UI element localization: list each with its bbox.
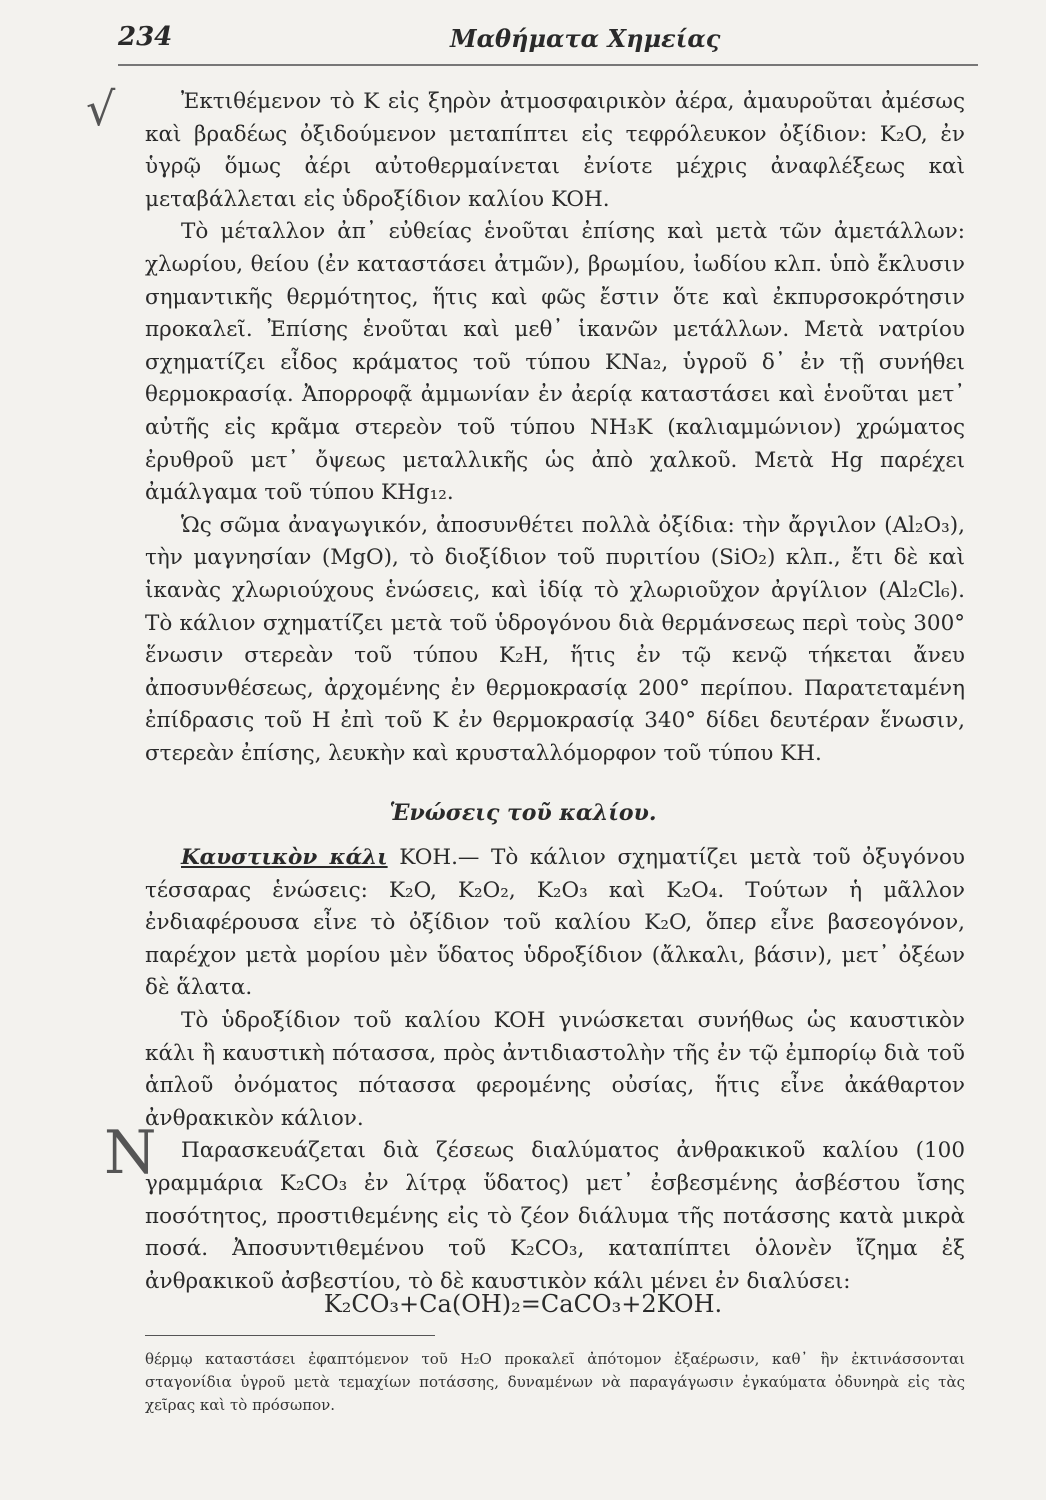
running-title: Μαθήματα Χημείας bbox=[450, 24, 721, 53]
page-number: 234 bbox=[118, 22, 173, 52]
body-text bbox=[145, 86, 965, 770]
footnote: θέρμῳ καταστάσει ἐφαπτόμενον τοῦ H₂O προκαλεῖ ἀπότομον ἐξαέρωσιν, καθ᾽ ἣν ἐκτινάσσονται σταγονίδια ὑγροῦ μετὰ τεμαχίων ποτάσσης, δυναμένων νὰ παραγάγωσιν ἐγκαύματα ὀδυνηρὰ εἰς τὰς χεῖρας καὶ τὸ πρόσωπον. bbox=[145, 1350, 965, 1414]
section-body bbox=[145, 842, 965, 1298]
paragraph-exposure: Ἐκτιθέμενον τὸ K εἰς ξηρὸν ἀτμοσφαιρικὸν ἀέρα, ἀμαυροῦται ἀμέσως καὶ βραδέως ὀξιδούμενον μεταπίπτει εἰς τεφρόλευκον ὀξίδιον: K₂O, ἐν ὑγρῷ ὅμως ἀέρι αὐτοθερμαίνεται ἐνίοτε μέχρις ἀναφλέξεως καὶ μεταβάλλεται εἰς ὑδροξίδιον καλίου KOH. bbox=[145, 89, 965, 212]
paragraph-hydroxide: Τὸ ὑδροξίδιον τοῦ καλίου KOH γινώσκεται συνήθως ὡς καυστικὸν κάλι ἢ καυστικὴ πότασσα, πρὸς ἀντιδιαστολὴν τῆς ἐν τῷ ἐμπορίῳ διὰ τοῦ ἁπλοῦ ὀνόματος πότασσα φερομένης οὐσίας, ἥτις εἶνε ἀκάθαρτον ἀνθρακικὸν κάλιον. bbox=[145, 1007, 965, 1131]
pencil-check-mark-icon: √ bbox=[86, 82, 116, 136]
paragraph-caustic-potash bbox=[145, 842, 965, 1005]
paragraph-reducing-agent: Ὡς σῶμα ἀναγωγικόν, ἀποσυνθέτει πολλὰ ὀξίδια: τὴν ἄργιλον (Al₂O₃), τὴν μαγνησίαν (MgO), τὸ διοξίδιον τοῦ πυριτίου (SiO₂) κλπ., ἔτι δὲ καὶ ἱκανὰς χλωριούχους ἑνώσεις, καὶ ἰδίᾳ τὸ χλωριοῦχον ἀργίλιον (Al₂Cl₆). Τὸ κάλιον σχηματίζει μετὰ τοῦ ὑδρογόνου διὰ θερμάνσεως περὶ τοὺς 300° ἕνωσιν στερεὰν τοῦ τύπου K₂H, ἥτις ἐν τῷ κενῷ τήκεται ἄνευ ἀποσυνθέσεως, ἀρχομένης ἐν θερμοκρασίᾳ 200° περίπου. Παρατεταμένη ἐπίδρασις τοῦ H ἐπὶ τοῦ K ἐν θερμοκρασίᾳ 340° δίδει δευτέραν ἕνωσιν, στερεὰν ἐπίσης, λευκὴν καὶ κρυσταλλόμορφον τοῦ τύπου KH. bbox=[145, 512, 965, 766]
footnote-divider bbox=[145, 1335, 435, 1336]
paragraph-caustic-text: KOH.— Τὸ κάλιον σχηματίζει μετὰ τοῦ ὀξυγόνου τέσσαρας ἑνώσεις: K₂O, K₂O₂, K₂O₃ καὶ K₂O₄. Τούτων ἡ μᾶλλον ἐνδιαφέρουσα εἶνε τὸ ὀξίδιον τοῦ καλίου K₂O, ὅπερ εἶνε βασεογόνον, παρέχον μετὰ μορίου μὲν ὕδατος ὑδροξίδιον (ἄλκαλι, βάσιν), μετ᾽ ὀξέων δὲ ἅλατα. bbox=[145, 845, 965, 1001]
paragraph-nonmetals: Τὸ μέταλλον ἀπ᾽ εὐθείας ἑνοῦται ἐπίσης καὶ μετὰ τῶν ἀμετάλλων: χλωρίου, θείου (ἐν καταστάσει ἀτμῶν), βρωμίου, ἰωδίου κλπ. ὑπὸ ἔκλυσιν σημαντικῆς θερμότητος, ἥτις καὶ φῶς ἔστιν ὅτε καὶ ἐκπυρσοκρότησιν προκαλεῖ. Ἐπίσης ἑνοῦται καὶ μεθ᾽ ἱκανῶν μετάλλων. Μετὰ νατρίου σχηματίζει εἶδος κράματος τοῦ τύπου KNa₂, ὑγροῦ δ᾽ ἐν τῇ συνήθει θερμοκρασίᾳ. Ἀπορροφᾷ ἀμμωνίαν ἐν ἀερίᾳ καταστάσει καὶ ἑνοῦται μετ᾽ αὐτῆς εἰς κρᾶμα στερεὸν τοῦ τύπου NH₃K (καλιαμμώνιον) χρώματος ἐρυθροῦ μετ᾽ ὄψεως μεταλλικῆς ὡς ἀπὸ χαλκοῦ. Μετὰ Hg παρέχει ἀμάλγαμα τοῦ τύπου KHg₁₂. bbox=[145, 219, 965, 506]
runin-heading: Καυστικὸν κάλι bbox=[181, 845, 388, 870]
header-divider bbox=[118, 64, 978, 66]
section-heading: Ἑνώσεις τοῦ καλίου. bbox=[389, 800, 657, 826]
pencil-n-mark-icon: N bbox=[104, 1118, 157, 1188]
running-head bbox=[118, 22, 978, 62]
chemical-equation: K₂CO₃+Ca(OH)₂=CaCO₃+2KOH. bbox=[323, 1290, 723, 1318]
paragraph-preparation: Παρασκευάζεται διὰ ζέσεως διαλύματος ἀνθρακικοῦ καλίου (100 γραμμάρια K₂CO₃ ἐν λίτρᾳ ὕδατος) μετ᾽ ἐσβεσμένης ἀσβέστου ἴσης ποσότητος, προστιθεμένης εἰς τὸ ζέον διάλυμα τῆς ποτάσσης κατὰ μικρὰ ποσά. Ἀποσυντιθεμένου τοῦ K₂CO₃, καταπίπτει ὁλονὲν ἴζημα ἐξ ἀνθρακικοῦ ἀσβεστίου, τὸ δὲ καυστικὸν κάλι μένει ἐν διαλύσει: bbox=[145, 1138, 965, 1294]
